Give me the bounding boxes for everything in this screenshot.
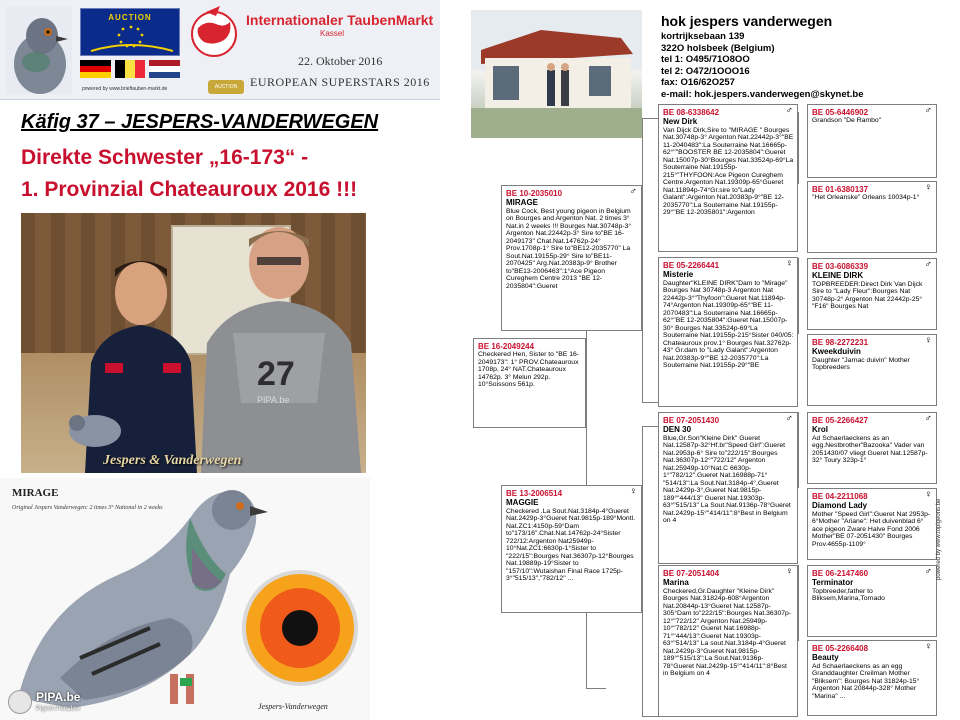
pedigree-pigeon-name: KLEINE DIRK [812, 271, 864, 280]
result-subtitle: 1. Provinzial Chateauroux 2016 !!! [21, 178, 358, 201]
pipa-logo-sub: Pigeon Paradise [36, 706, 81, 712]
pedigree-sire-sire-box [658, 104, 798, 252]
pedigree-connector [642, 426, 658, 427]
pedigree-ring-number: BE 01-6380137 [812, 185, 869, 194]
banner-title: Internationaler TaubenMarkt [246, 12, 434, 28]
pedigree-description: Daughter "Jarnac duivin" Mother Topbreeders [812, 356, 910, 371]
pedigree-ssd-box [807, 181, 937, 253]
female-symbol-icon: ♀ [924, 489, 932, 500]
powered-by-text: powered by www.brieftauben-markt.de [82, 86, 168, 92]
mirage-photo-description: Original Jespers Vanderwegen: 2 times 3° National in 2 weeks [12, 505, 163, 511]
cage-title: Käfig 37 – JESPERS-VANDERWEGEN [21, 111, 379, 133]
pedigree-pigeon-name: MIRAGE [506, 198, 538, 207]
loft-tel1: tel 1: O495/71O8OO [661, 54, 750, 65]
pedigree-pigeon-name: MAGGIE [506, 498, 539, 507]
pedigree-description: Checkered,Gr.Daughter "Kleine Dirk" Bourges Nat.31824p-608°Argenton Nat.20844p-13°Gueret Nat.12587p-305°Dam to"222/15":Bourges Nat.36307p-12°"722/12" Argenton Nat.25949p-10°"782/12" Gueret Nat.16988p-71°"444/13":Gueret Nat.19303p-63°"514/13" La sout.Nat.3184p-4°Gueret Nat.2429p-3°Gueret Nat.9815p-189°"515/13":La Sout.Nat.9136p-78°Gueret Nat.2429p-15°"414/11":8°Best in Belgium on 4 [663, 587, 792, 677]
auction-banner [0, 0, 440, 100]
pedigree-ring-number: BE 07-2051430 [663, 416, 720, 425]
pedigree-dam-sire-box [658, 412, 798, 564]
small-auction-logo: AUCTION [208, 80, 244, 94]
male-symbol-icon: ♂ [785, 105, 793, 116]
pipa-pigeon-icon [8, 690, 32, 714]
pedigree-ring-number: BE 04-2211068 [812, 492, 868, 501]
pedigree-ring-number: BE 98-2272231 [812, 338, 869, 347]
pedigree-description: Van Dijck Dirk,Sire to "MIRAGE " Bourges Nat.30748p-3° Argenton Nat.22442p-3°"BE 11-2040483":La Souterraine Nat.16665p-62°""BOOSTER BE 12-2035804":Gueret Nat.15007p-30°Bourges Nat.33524p-69°La Souterraine Nat.19155p-215°"THYFOON:Ace Pigeon Cureghem Centre.Argenton Nat.19309p-65°Gueret Nat.11894p-74°Gr.sire to"Lady Galant":Argenton Nat.20383p-9°"BE 12-2035770":La Souterraine Nat.19155p-29°"BE 12-2035801":Argenton [663, 126, 794, 216]
globe-pigeon-icon [186, 4, 242, 60]
breeders-photo [21, 213, 366, 473]
pedigree-dam-dam-box [658, 565, 798, 717]
pedigree-ring-number: BE 05-6446902 [812, 108, 869, 117]
pedigree-pigeon-name: Misterie [663, 270, 694, 279]
pedigree-description: Grandson "De Rambo" [812, 117, 882, 124]
pipa-logo-name: PIPA.be [36, 690, 81, 704]
svg-text:27: 27 [257, 355, 295, 393]
sister-subtitle: Direkte Schwester „16-173“ - [21, 146, 309, 169]
pedigree-ring-number: BE 05-2266408 [812, 644, 869, 653]
pedigree-connector [798, 112, 807, 184]
pedigree-dds-box [807, 565, 937, 637]
male-symbol-icon: ♂ [924, 105, 932, 116]
banner-city: Kassel [320, 29, 345, 38]
pedigree-description: TOPBREEDER:Direct Dirk Van Dijck Sire to "Lady Fleur":Bourges Nat 30748p-2° Argenton Nat 22442p-25° "F16" Bourges Nat [812, 280, 923, 310]
pedigree-description: Blue Cock, Best young pigeon in Belgium on Bourges and Argenton Nat. 2 times 3° Nat.in 2 weeks !!! Bourges Nat.30748p-3° Argenton Nat.22442p-3° Sire to"BE 16-2049173" Chat.Nat.14762p-24° Prov.1708p-1° Sire to"BE12-2035770" La Sout.Nat.19155p-29° Sire to"BE11-2070425" Arg.Nat.20383p-9° Brother to"BE13-2006463":1°Ace Pigeon Cureghem Centre 2013 "BE 12-2035804":Gueret [506, 207, 632, 290]
flag-netherlands-icon [149, 60, 180, 78]
pedigree-ring-number: BE 06-2147460 [812, 569, 869, 578]
pedigree-connector [798, 258, 807, 334]
female-symbol-icon: ♀ [785, 258, 793, 269]
pedigree-ring-number: BE 13-2006514 [506, 489, 563, 498]
pedigree-connector [642, 118, 658, 402]
pedigree-ddd-box [807, 640, 937, 716]
pigeon-head-image [6, 6, 72, 94]
pedigree-pigeon-name: Diamond Lady [812, 501, 868, 510]
pedigree-ring-number: BE 16-2049244 [478, 342, 535, 351]
pedigree-dam-box [501, 485, 642, 613]
auction-label: AUCTION [108, 13, 152, 22]
loft-street: kortrijksebaan 139 [661, 31, 745, 42]
pedigree-description: Daughter"KLEINE DIRK"Dam to "Mirage" Bourges Nat 30748p-3 Argenton Nat 22442p-3°"Thyfoon":Gueret Nat.11894p-74°Argenton Nat.19309p-65°"BE 11-2070483":La Souterraine Nat.16665p-62°"BE 12-2035804":Gueret Nat.15007p-30° Bourges Nat.33524p-69°La Souterraine Nat.19155p-215°Sister 040/05: Chateauroux prov.1° Bourges Nat.32762p-43° Gr.dam to "Lady Galant":Argenton Nat.20383p-9°"BE 12-2035770":La Souterraine Nat.19155p-29°"BE [663, 279, 794, 369]
female-symbol-icon: ♀ [924, 335, 932, 346]
mirage-photo [0, 478, 370, 720]
pedigree-pigeon-name: Beauty [812, 653, 839, 662]
loft-tel2: tel 2: O472/1OOO16 [661, 65, 750, 77]
side-credit: powered by www.topigeons.be [936, 498, 942, 580]
pedigree-pigeon-name: Kweekduivin [812, 347, 861, 356]
male-symbol-icon: ♂ [924, 413, 932, 424]
photo-watermark: PIPA.be [257, 395, 290, 405]
eu-auction-logo [80, 8, 180, 56]
female-symbol-icon: ♀ [924, 182, 932, 193]
banner-superstars: EUROPEAN SUPERSTARS 2016 [250, 75, 430, 89]
pedigree-pigeon-name: New Dirk [663, 117, 698, 126]
loft-email: e-mail: hok.jespers.vanderwegen@skynet.be [661, 88, 864, 100]
pedigree-connector [642, 426, 658, 716]
male-symbol-icon: ♂ [629, 186, 637, 197]
pedigree-ring-number: BE 03-6086339 [812, 262, 869, 271]
mirage-photo-signature: Jespers-Vanderwegen [258, 702, 328, 711]
pedigree-description: Ad Schaerlaeckens as an egg.Nestbrother"Bazooka" Vader van 2051430/07 vliegt Gueret Nat.12587p-32° Toury 323p-1° [812, 434, 928, 464]
male-symbol-icon: ♂ [785, 413, 793, 424]
pedigree-ring-number: BE 10-2035010 [506, 189, 563, 198]
pedigree-ring-number: BE 05-2266441 [663, 261, 720, 270]
pedigree-sire-box [501, 185, 642, 331]
female-symbol-icon: ♀ [785, 566, 793, 577]
pedigree-connector [586, 688, 606, 689]
pedigree-dss-box [807, 412, 937, 484]
pedigree-sire-dam-box [658, 257, 798, 407]
pedigree-connector [642, 716, 658, 717]
female-symbol-icon: ♀ [924, 641, 932, 652]
pedigree-description: Ad Schaerlaeckens as an egg Granddaughter Creilman Mother "Bliksem": Bourges Nat 31824p-15° Argenton Nat 20844p-328° Mother "Marina" ... [812, 662, 920, 700]
loft-fax: fax: O16/62O257 [661, 77, 735, 88]
flag-germany-icon [80, 60, 111, 78]
pedigree-sdd-box [807, 334, 937, 406]
female-symbol-icon: ♀ [629, 486, 637, 497]
male-symbol-icon: ♂ [924, 566, 932, 577]
eu-stars-icon [81, 9, 181, 57]
mirage-photo-name: MIRAGE [12, 487, 59, 499]
loft-building-image [471, 10, 642, 138]
flag-belgium-icon [115, 60, 146, 78]
pedigree-description: Topbreeder,father to Bliksem,Marina,Tornado [812, 587, 885, 602]
pedigree-description: Checkered Hen, Sister to "BE 16-2049173": 1° PROV.Chateauroux 1708p. 24° NAT.Chateauroux 14762p. 3° Melun 292p. 10°Soissons 561p. [478, 351, 580, 388]
pedigree-connector [642, 402, 658, 403]
pedigree-ring-number: BE 08-6338642 [663, 108, 720, 117]
mirage-pigeon-image [0, 478, 370, 720]
country-flags [80, 60, 180, 78]
pedigree-description: "Het Orleanske" Orleans 10034p-1° [812, 194, 920, 201]
pedigree-connector [642, 118, 658, 119]
pedigree-subject-box [473, 338, 586, 428]
loft-name: hok jespers vanderwegen [661, 13, 833, 29]
pedigree-ring-number: BE 07-2051404 [663, 569, 720, 578]
pedigree-pigeon-name: Marina [663, 578, 689, 587]
pedigree-ring-number: BE 05-2266427 [812, 416, 869, 425]
loft-contact-header [661, 13, 864, 100]
pedigree-description: Blue,Gr.Son"Kleine Dirk" Gueret Nat.12587p-32°Hf.br"Speed Girl":Gueret Nat.2953p-6° Sire to"222/15":Bourges Nat.36307p-12°"722/12" Argenton Nat.25949p-10°Nat.C 6630p-1°"782/12".Gueret Nat.16988p-71° "514/13":La Sout.Nat.3184p-4°,Gueret Nat.2429p-3°,Gueret Nat.9815p-189°"444/13" Gueret Nat.19303p-63°"515/13" La Sout.Nat.9136p-78°Gueret Nat.2429p-15°"414/11":8°Best in Belgium on 4 [663, 434, 791, 524]
loft-city: 322O holsbeek (Belgium) [661, 42, 775, 54]
pedigree-description: Checkered .La Sout.Nat.3184p-4°Gueret Nat.2429p-3°Gueret Nat.9815p-189°Montl. Nat.ZC1:4150p-59°Dam to"173/16".Chat.Nat.14762p-24°Sister 722/12:Argenton Nat25949p-10°Nat.ZC1:6630p-1°Sister to "222/15":Bourges Nat.36307p-12°Bourges Nat.19889p-19°Sister to "157/10":Wutaishan Final Race 1725p-3°"515/13","782/12" ... [506, 507, 635, 582]
pedigree-pigeon-name: DEN 30 [663, 425, 692, 434]
pedigree-dsd-box [807, 488, 937, 560]
male-symbol-icon: ♂ [924, 259, 932, 270]
pedigree-sss-box [807, 104, 937, 178]
pedigree-pigeon-name: Krol [812, 425, 828, 434]
breeders-caption: Jespers & Vanderwegen [103, 453, 242, 468]
loft-photo [471, 10, 642, 138]
pedigree-pigeon-name: Terminator [812, 578, 854, 587]
pedigree-connector [798, 565, 807, 641]
banner-date: 22. Oktober 2016 [298, 54, 383, 68]
pedigree-description: Mother "Speed Girl":Gueret Nat 2953p-6°Mother "Ariane": Het duivenblad 6° ace pigeon Zware Halve Fond 2006 Mother"BE 07-2051430" Bourges Prov.4655p-1109° [812, 510, 931, 548]
pedigree-sds-box [807, 258, 937, 330]
breeders-figures-image [21, 213, 366, 473]
pedigree-connector [798, 412, 807, 488]
pipa-logo [8, 690, 88, 716]
